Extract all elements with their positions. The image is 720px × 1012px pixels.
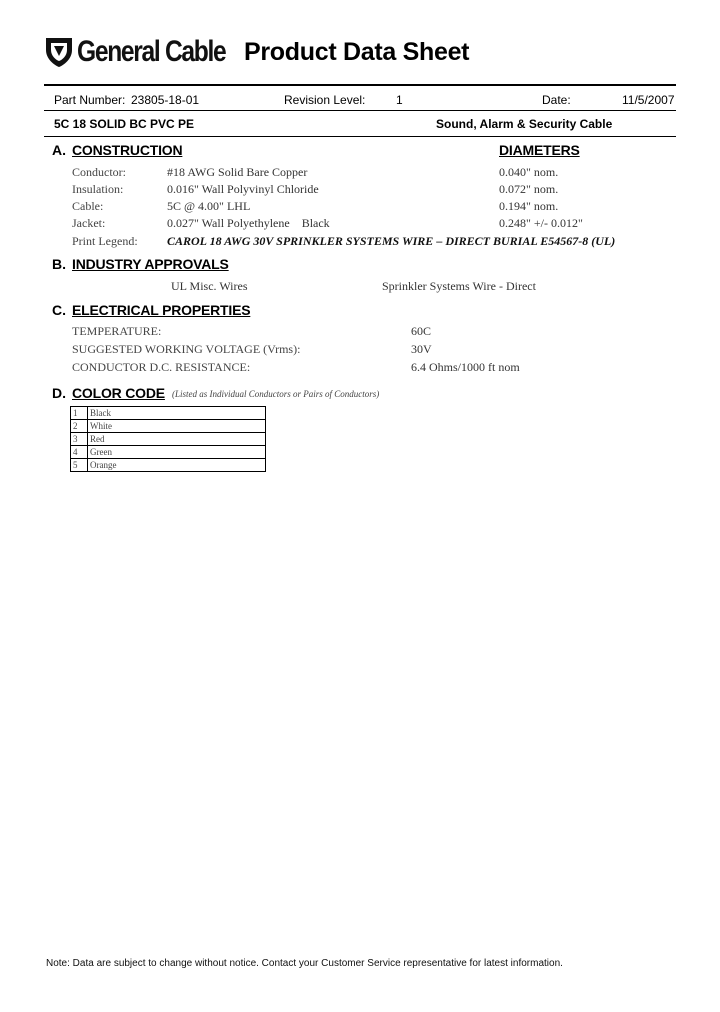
diameters-title: DIAMETERS: [499, 142, 580, 158]
jacket-value: 0.027" Wall Polyethylene Black: [167, 216, 330, 230]
table-row: [71, 420, 266, 433]
footer-note: Note: Data are subject to change without notice. Contact your Customer Service representative for latest information.: [46, 958, 563, 969]
conductor-number: 1: [71, 407, 88, 420]
section-a-title: CONSTRUCTION: [72, 142, 183, 158]
voltage-value: 30V: [411, 342, 432, 356]
print-legend-label: Print Legend:: [72, 234, 138, 248]
conductor-number: 4: [71, 446, 88, 459]
conductor-number: 3: [71, 433, 88, 446]
jacket-diameter: 0.248" +/- 0.012": [499, 216, 583, 230]
date-value: 11/5/2007: [622, 93, 675, 107]
conductor-color: White: [88, 420, 266, 433]
conductor-number: 5: [71, 459, 88, 472]
section-c-letter: C.: [52, 302, 66, 318]
section-c-title: ELECTRICAL PROPERTIES: [72, 302, 251, 318]
voltage-label: SUGGESTED WORKING VOLTAGE (Vrms):: [72, 342, 301, 356]
product-category: Sound, Alarm & Security Cable: [436, 117, 613, 131]
table-row: [71, 407, 266, 420]
color-code-note: (Listed as Individual Conductors or Pairs of Conductors): [172, 389, 380, 399]
header-bottom-rule: [44, 136, 676, 137]
header-mid-rule: [44, 110, 676, 111]
conductor-diameter: 0.040" nom.: [499, 165, 559, 179]
part-number-value: 23805-18-01: [131, 93, 200, 107]
section-b-letter: B.: [52, 256, 66, 272]
jacket-label: Jacket:: [72, 216, 106, 230]
page-title: Product Data Sheet: [244, 38, 470, 66]
general-cable-emblem-icon: [44, 35, 74, 69]
table-row: [71, 433, 266, 446]
cable-label: Cable:: [72, 199, 104, 213]
part-number-label: Part Number:: [54, 93, 126, 107]
conductor-number: 2: [71, 420, 88, 433]
table-row: [71, 446, 266, 459]
temperature-label: TEMPERATURE:: [72, 324, 162, 338]
conductor-color: Black: [88, 407, 266, 420]
conductor-color: Green: [88, 446, 266, 459]
resistance-value: 6.4 Ohms/1000 ft nom: [411, 360, 520, 374]
conductor-color: Red: [88, 433, 266, 446]
section-a-letter: A.: [52, 142, 66, 158]
section-b-title: INDUSTRY APPROVALS: [72, 256, 229, 272]
product-code: 5C 18 SOLID BC PVC PE: [54, 117, 195, 131]
temperature-value: 60C: [411, 324, 432, 338]
revision-value: 1: [396, 93, 403, 107]
section-d-title: COLOR CODE: [72, 385, 165, 401]
cable-diameter: 0.194" nom.: [499, 199, 559, 213]
conductor-value: #18 AWG Solid Bare Copper: [167, 165, 308, 179]
conductor-color: Orange: [88, 459, 266, 472]
insulation-label: Insulation:: [72, 182, 124, 196]
color-code-table: [70, 406, 266, 472]
print-legend-value: CAROL 18 AWG 30V SPRINKLER SYSTEMS WIRE – DIRECT BURIAL E54567-8 (UL): [167, 234, 616, 248]
revision-label: Revision Level:: [284, 93, 366, 107]
header-top-rule: [44, 84, 676, 86]
table-row: [71, 459, 266, 472]
resistance-label: CONDUCTOR D.C. RESISTANCE:: [72, 360, 251, 374]
insulation-diameter: 0.072" nom.: [499, 182, 559, 196]
date-label: Date:: [542, 93, 571, 107]
brand-name: General Cable: [77, 35, 226, 68]
conductor-label: Conductor:: [72, 165, 126, 179]
cable-value: 5C @ 4.00" LHL: [167, 199, 251, 213]
approval-sprinkler: Sprinkler Systems Wire - Direct: [382, 279, 536, 293]
approval-ul: UL Misc. Wires: [171, 279, 248, 293]
brand-logo: [44, 34, 258, 70]
section-d-letter: D.: [52, 385, 66, 401]
insulation-value: 0.016" Wall Polyvinyl Chloride: [167, 182, 319, 196]
